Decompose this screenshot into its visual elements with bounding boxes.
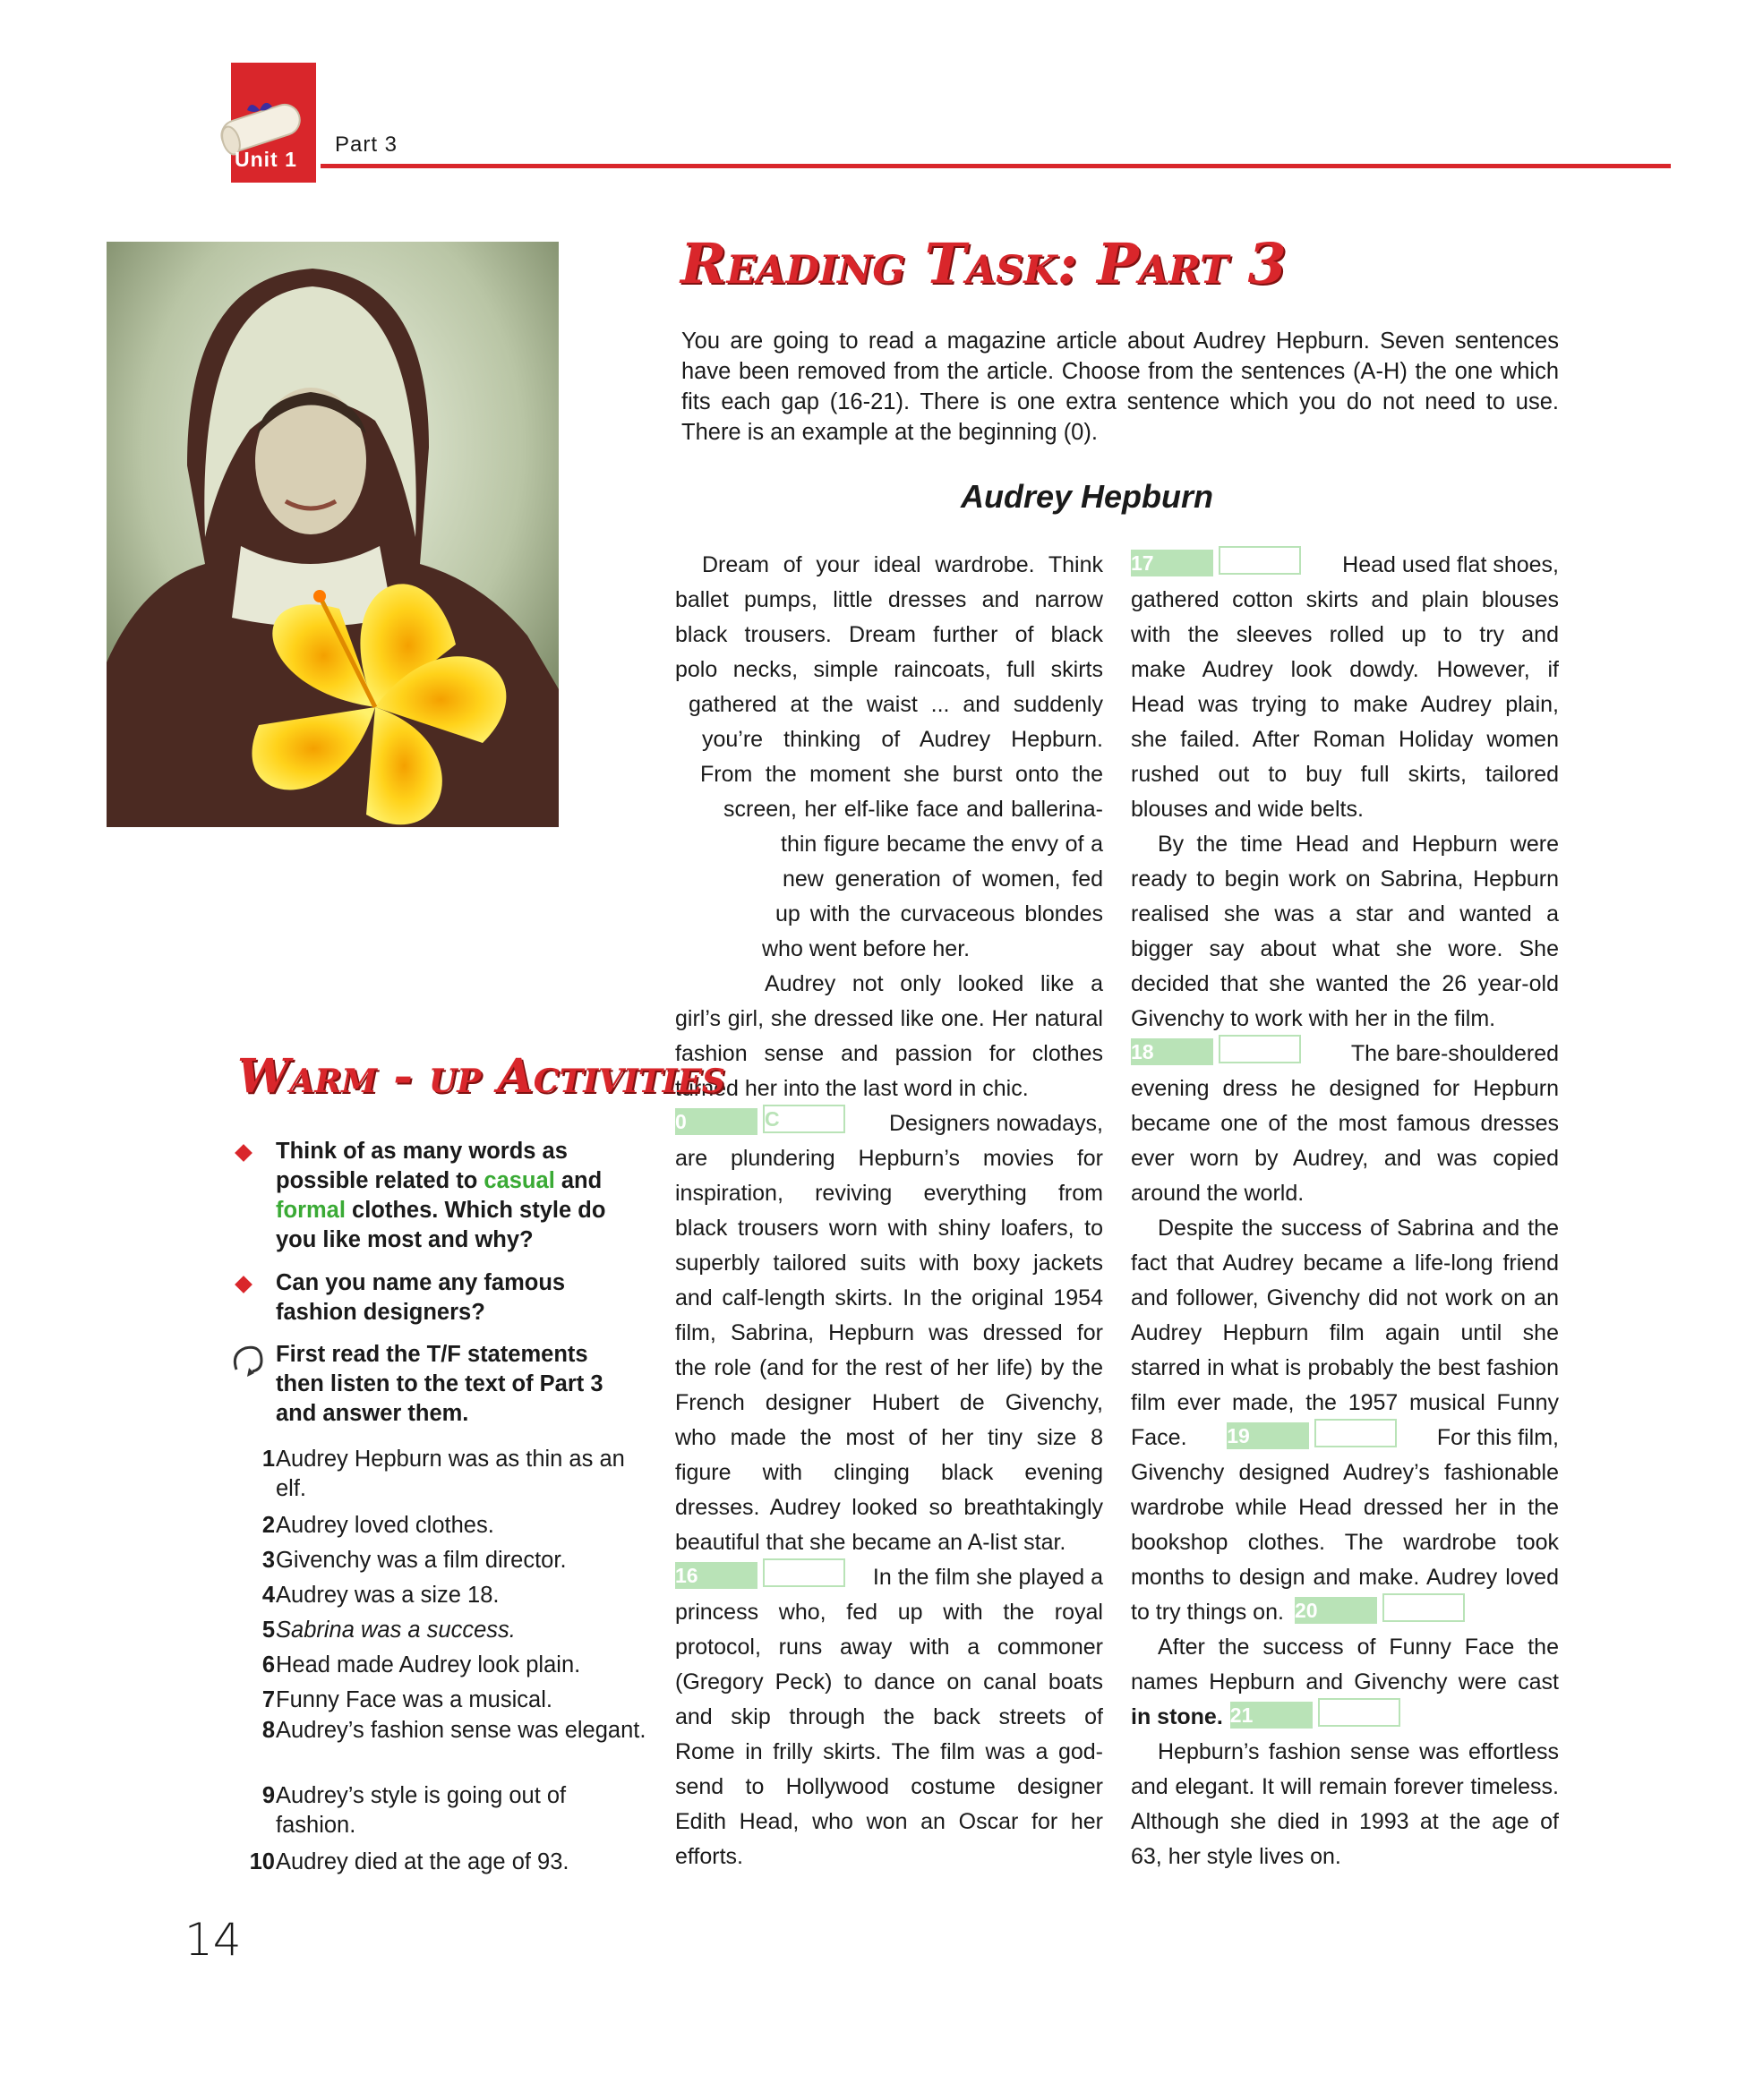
statement-number: 8 — [261, 1718, 275, 1743]
text-line: the role (and for the rest of her life) by the — [675, 1355, 1103, 1380]
gap-number: 18 — [1131, 1038, 1213, 1065]
tf-statement — [228, 1848, 649, 1877]
tf-statement — [228, 1716, 649, 1746]
text-line: rushed out to buy full skirts, tailored — [1131, 762, 1559, 787]
text-line: thin figure became the envy of a — [781, 832, 1103, 857]
text-fragment: For this film, — [1436, 1425, 1559, 1450]
text-line: princess who, fed up with the royal — [675, 1600, 1103, 1625]
tf-statement — [228, 1445, 649, 1501]
statement-text: Funny Face was a musical. — [276, 1687, 552, 1712]
audrey-hepburn-photo — [107, 242, 559, 827]
text-line: Audrey not only looked like a — [765, 971, 1103, 996]
text-line: screen, her elf-like face and ballerina- — [723, 797, 1103, 822]
text-line: Rome in frilly skirts. The film was a god- — [675, 1739, 1103, 1764]
gap-number: 17 — [1131, 550, 1213, 576]
statement-number: 6 — [261, 1652, 275, 1677]
tf-statement — [228, 1546, 649, 1575]
bullet-diamond-icon — [235, 1144, 252, 1162]
statement-text: Sabrina was a success. — [276, 1618, 516, 1643]
text-line: wardrobe while Head dressed her in the — [1131, 1495, 1559, 1520]
statement-number: 4 — [261, 1583, 275, 1608]
text-line: and skip through the back streets of — [675, 1704, 1103, 1729]
gap-17[interactable] — [1131, 546, 1301, 581]
warmup-title: Warm - up Activities — [237, 1049, 725, 1104]
part-label: Part 3 — [335, 132, 398, 157]
text-line: black trousers worn with shiny loafers, to — [675, 1216, 1103, 1241]
gap-0[interactable] — [675, 1105, 845, 1140]
text-line — [1131, 548, 1559, 583]
q1-text: Think of as many words as possible related to — [276, 1139, 568, 1193]
text-line: she failed. After Roman Holiday women — [1131, 727, 1559, 752]
answer-box[interactable] — [1219, 1035, 1301, 1063]
statement-text: Audrey died at the age of 93. — [276, 1849, 569, 1874]
text-line: beautiful that she became an A-list star. — [675, 1530, 1066, 1555]
text-line: gathered at the waist ... and suddenly — [689, 692, 1103, 717]
text-line: girl’s girl, she dressed like one. Her natural — [675, 1006, 1103, 1031]
statement-number: 7 — [261, 1687, 275, 1712]
text-line: film ever made, the 1957 musical Funny — [1131, 1390, 1559, 1415]
gap-number: 21 — [1230, 1702, 1313, 1729]
statement-number: 5 — [261, 1618, 275, 1643]
text-line: (Gregory Peck) to dance on canal boats — [675, 1669, 1103, 1695]
statement-text: Givenchy was a film director. — [276, 1548, 567, 1573]
text-line: Edith Head, who won an Oscar for her — [675, 1809, 1103, 1834]
gap-20[interactable] — [1295, 1593, 1465, 1628]
text-line: send to Hollywood costume designer — [675, 1774, 1103, 1799]
text-line: Hepburn’s fashion sense was effortless — [1158, 1739, 1559, 1764]
answer-box[interactable] — [1382, 1593, 1465, 1622]
answer-box[interactable]: C — [763, 1105, 845, 1133]
tf-statement — [228, 1781, 649, 1838]
text-line: film, Sabrina, Hepburn was dressed for — [675, 1320, 1103, 1345]
text-line: Although she died in 1993 at the age of — [1131, 1809, 1559, 1834]
header-rule — [321, 164, 1671, 168]
gap-number: 19 — [1227, 1422, 1309, 1449]
text-fragment: In the film she played a — [872, 1565, 1103, 1590]
text-line: fact that Audrey became a life-long friend — [1131, 1251, 1559, 1276]
statement-text: Audrey loved clothes. — [276, 1513, 494, 1538]
text-line: superbly tailored suits with boxy jackets — [675, 1251, 1103, 1276]
text-line: Head was trying to make Audrey plain, — [1131, 692, 1559, 717]
text-line: who went before her. — [762, 936, 971, 961]
text-line: efforts. — [675, 1844, 743, 1869]
statement-number: 10 — [249, 1849, 275, 1874]
text-line — [1131, 1595, 1559, 1630]
text-line: Givenchy designed Audrey’s fashionable — [1131, 1460, 1559, 1485]
text-line: polo necks, simple raincoats, full skirts — [675, 657, 1103, 682]
text-line: protocol, runs away with a commoner — [675, 1635, 1103, 1660]
page-number: 14 — [184, 1914, 242, 1966]
text-fragment: in stone. — [1131, 1704, 1223, 1729]
text-line: bigger say about what she wore. She — [1131, 936, 1559, 961]
statement-text: Audrey’s style is going out of fashion. — [276, 1783, 567, 1838]
text-line: decided that she wanted the 26 year-old — [1131, 971, 1559, 996]
statement-number: 1 — [261, 1447, 275, 1472]
text-line: and follower, Givenchy did not work on an — [1131, 1285, 1559, 1310]
text-fragment: The bare-shouldered — [1350, 1041, 1559, 1066]
keyword-casual: casual — [484, 1168, 555, 1193]
gap-number: 20 — [1295, 1597, 1377, 1624]
text-line: Dream of your ideal wardrobe. Think — [702, 552, 1103, 577]
gap-21[interactable] — [1230, 1698, 1400, 1733]
text-line: evening dress he designed for Hepburn — [1131, 1076, 1559, 1101]
text-line: around the world. — [1131, 1181, 1305, 1206]
text-line: bookshop clothes. The wardrobe took — [1131, 1530, 1559, 1555]
text-line: Despite the success of Sabrina and the — [1158, 1216, 1559, 1241]
article-title: Audrey Hepburn — [961, 478, 1214, 515]
text-line — [1131, 1037, 1559, 1071]
unit-label: Unit 1 — [235, 148, 297, 171]
statement-number: 3 — [261, 1548, 275, 1573]
statement-text: Audrey’s fashion sense was elegant. — [276, 1718, 646, 1743]
gap-19[interactable] — [1227, 1419, 1397, 1454]
text-line: months to design and make. Audrey loved — [1131, 1565, 1559, 1590]
text-line: By the time Head and Hepburn were — [1158, 832, 1559, 857]
answer-box[interactable] — [1318, 1698, 1400, 1727]
text-fragment: Designers nowadays, — [888, 1111, 1103, 1136]
text-line: new generation of women, fed — [783, 866, 1103, 892]
q1-text: and — [554, 1168, 603, 1193]
statement-text: Audrey was a size 18. — [276, 1583, 500, 1608]
bullet-diamond-icon — [235, 1276, 252, 1293]
text-line: and calf-length skirts. In the original 1954 — [675, 1285, 1103, 1310]
text-line: starred in what is probably the best fashion — [1131, 1355, 1559, 1380]
statement-text: Audrey Hepburn was as thin as an elf. — [276, 1447, 625, 1501]
text-line: turned her into the last word in chic. — [675, 1076, 1029, 1101]
text-line — [1131, 1421, 1559, 1455]
text-line: figure with clinging black evening — [675, 1460, 1103, 1485]
gap-18[interactable] — [1131, 1035, 1301, 1070]
answer-box[interactable] — [763, 1558, 845, 1587]
listening-icon — [229, 1343, 267, 1382]
gap-16[interactable] — [675, 1558, 845, 1593]
text-line: French designer Hubert de Givenchy, — [675, 1390, 1103, 1415]
text-line: with the sleeves rolled up to try and — [1131, 622, 1559, 647]
text-line: dresses. Audrey looked so breathtakingly — [675, 1495, 1103, 1520]
text-line: became one of the most famous dresses — [1131, 1111, 1559, 1136]
text-line: who made the most of her tiny size 8 — [675, 1425, 1103, 1450]
statement-number: 2 — [261, 1513, 275, 1538]
text-line: ready to begin work on Sabrina, Hepburn — [1131, 866, 1559, 892]
task-instructions: You are going to read a magazine article about Audrey Hepburn. Seven sentences have been removed from the article. Choose from the sentences (A-H) the one which fits each gap (16-21). There is one extra sentence which you do not need to use. There is an example at the beginning (0). — [681, 329, 1559, 445]
tf-statement — [228, 1581, 649, 1610]
gap-number: 0 — [675, 1108, 757, 1135]
text-line: Givenchy to work with her in the film. — [1131, 1006, 1496, 1031]
text-line: ever worn by Audrey, and was copied — [1131, 1146, 1559, 1171]
text-fragment: Face. — [1131, 1425, 1187, 1450]
text-line: and elegant. It will remain forever timeless. — [1131, 1774, 1559, 1799]
text-line — [675, 1106, 1103, 1141]
q1-text: clothes. Which style do you like most and why? — [276, 1198, 606, 1252]
tf-statement — [228, 1686, 649, 1715]
text-line: 63, her style lives on. — [1131, 1844, 1341, 1869]
text-fragment: to try things on. — [1131, 1600, 1284, 1625]
answer-box[interactable] — [1314, 1419, 1397, 1447]
tf-statement — [228, 1616, 649, 1645]
statement-text: Head made Audrey look plain. — [276, 1652, 581, 1677]
text-line: up with the curvaceous blondes — [775, 901, 1103, 926]
text-line: black trousers. Dream further of black — [675, 622, 1103, 647]
text-line: Audrey Hepburn film again until she — [1131, 1320, 1559, 1345]
text-fragment: Head used flat shoes, — [1342, 552, 1559, 577]
article-column-1 — [675, 548, 1103, 1874]
warmup-question-1 — [276, 1137, 634, 1255]
warmup-question-2: Can you name any famous fashion designers? — [276, 1270, 566, 1325]
text-line: inspiration, reviving everything from — [675, 1181, 1103, 1206]
tf-statement — [228, 1651, 649, 1680]
text-line: blouses and wide belts. — [1131, 797, 1364, 822]
text-line: ballet pumps, little dresses and narrow — [675, 587, 1103, 612]
text-line: From the moment she burst onto the — [700, 762, 1103, 787]
article-column-2 — [1131, 548, 1559, 1874]
reading-task-title: Reading Task: Part 3 — [680, 231, 1287, 296]
text-line: fashion sense and passion for clothes — [675, 1041, 1103, 1066]
keyword-formal: formal — [276, 1198, 346, 1223]
text-line: After the success of Funny Face the — [1158, 1635, 1559, 1660]
text-line — [1131, 1700, 1559, 1735]
text-line: names Hepburn and Givenchy were cast — [1131, 1669, 1559, 1695]
gap-number: 16 — [675, 1562, 757, 1589]
text-line: are plundering Hepburn’s movies for — [675, 1146, 1103, 1171]
text-line: gathered cotton skirts and plain blouses — [1131, 587, 1559, 612]
text-line: realised she was a star and wanted a — [1131, 901, 1559, 926]
answer-box[interactable] — [1219, 546, 1301, 575]
tf-statement — [228, 1511, 649, 1541]
warmup-question-3: First read the T/F statements then listen to the text of Part 3 and answer them. — [276, 1342, 603, 1426]
text-line: make Audrey look dowdy. However, if — [1131, 657, 1559, 682]
statement-number: 9 — [261, 1783, 275, 1808]
text-line — [675, 1560, 1103, 1595]
text-line: you’re thinking of Audrey Hepburn. — [702, 727, 1103, 752]
